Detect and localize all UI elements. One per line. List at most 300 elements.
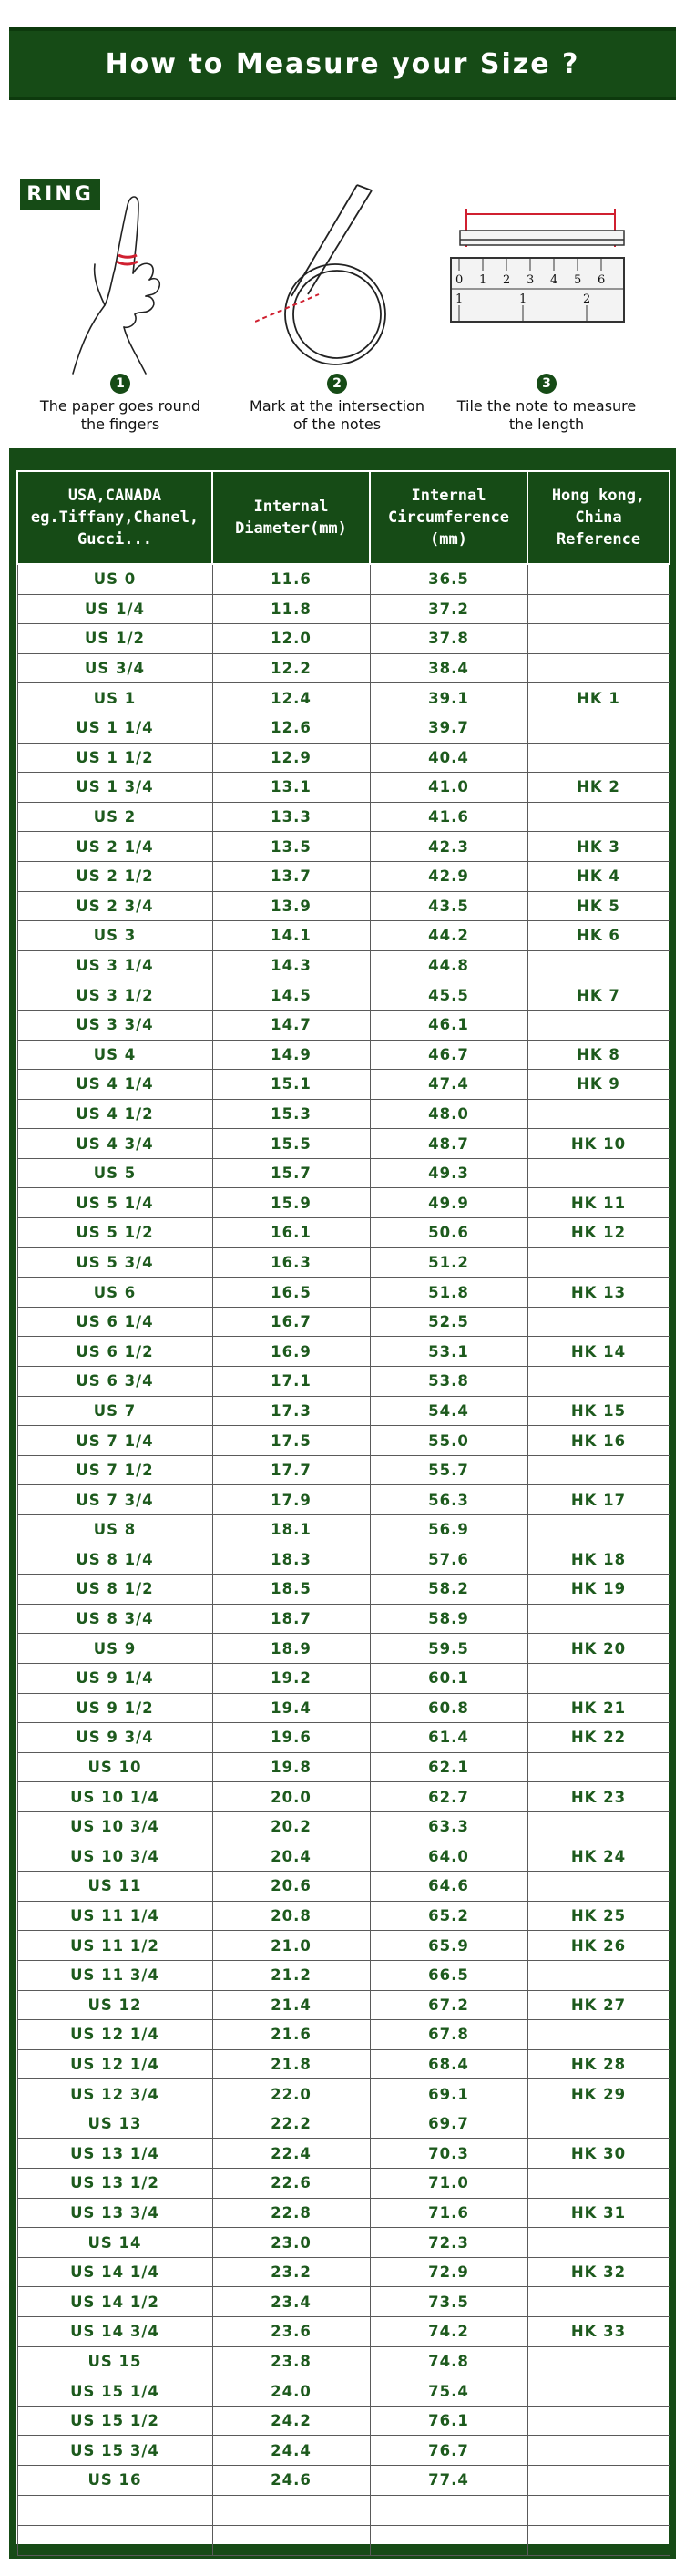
circumference-cell: 48.7 — [370, 1129, 527, 1159]
table-row — [17, 1485, 670, 1515]
svg-text:1: 1 — [519, 292, 527, 306]
us-size-cell: US 8 3/4 — [17, 1604, 212, 1634]
diameter-cell: 20.8 — [212, 1901, 370, 1931]
table-row — [17, 1663, 670, 1693]
us-size-cell: US 10 — [17, 1752, 212, 1782]
circumference-cell: 72.3 — [370, 2228, 527, 2258]
hk-reference-cell — [527, 1960, 670, 1990]
us-size-cell: US 13 — [17, 2109, 212, 2139]
circumference-cell: 37.2 — [370, 594, 527, 624]
hk-reference-cell — [527, 2436, 670, 2466]
header-hk-reference: Hong kong, China Reference — [527, 471, 670, 564]
table-row — [17, 1010, 670, 1040]
table-row — [17, 1455, 670, 1485]
svg-text:2: 2 — [583, 292, 591, 306]
hk-reference-cell: HK 6 — [527, 921, 670, 951]
hk-reference-cell: HK 32 — [527, 2257, 670, 2287]
table-row — [17, 1693, 670, 1723]
circumference-cell: 66.5 — [370, 1960, 527, 1990]
us-size-cell: US 10 1/4 — [17, 1782, 212, 1812]
hk-reference-cell — [527, 564, 670, 594]
table-row — [17, 1188, 670, 1218]
step-caption: Mark at the intersection of the notes — [250, 397, 424, 433]
us-size-cell: US 13 1/4 — [17, 2139, 212, 2169]
circumference-cell: 63.3 — [370, 1811, 527, 1842]
circumference-cell: 58.2 — [370, 1575, 527, 1605]
svg-text:4: 4 — [550, 273, 558, 287]
circumference-cell: 43.5 — [370, 891, 527, 921]
title-banner — [9, 27, 676, 100]
hk-reference-cell — [527, 743, 670, 773]
table-row — [17, 2079, 670, 2109]
circumference-cell: 44.8 — [370, 950, 527, 980]
hk-reference-cell — [527, 1367, 670, 1397]
diameter-cell: 15.7 — [212, 1158, 370, 1188]
empty-row — [17, 2525, 670, 2555]
us-size-cell: US 13 1/2 — [17, 2169, 212, 2199]
hk-reference-cell — [527, 950, 670, 980]
diameter-cell: 19.4 — [212, 1693, 370, 1723]
step-number: 2 — [327, 374, 347, 394]
us-size-cell: US 9 1/4 — [17, 1663, 212, 1693]
table-row — [17, 832, 670, 862]
table-row — [17, 773, 670, 803]
diameter-cell: 16.1 — [212, 1218, 370, 1248]
circumference-cell: 45.5 — [370, 980, 527, 1011]
circumference-cell: 74.2 — [370, 2317, 527, 2347]
empty-cell — [370, 2525, 527, 2555]
table-row — [17, 2257, 670, 2287]
table-row — [17, 2466, 670, 2496]
table-row — [17, 2406, 670, 2436]
hk-reference-cell — [527, 713, 670, 743]
us-size-cell: US 9 — [17, 1634, 212, 1664]
diameter-cell: 18.1 — [212, 1515, 370, 1545]
svg-text:1: 1 — [455, 292, 464, 306]
table-row — [17, 1247, 670, 1278]
step-number: 3 — [537, 374, 557, 394]
diameter-cell: 24.6 — [212, 2466, 370, 2496]
diameter-cell: 12.2 — [212, 653, 370, 683]
table-row — [17, 1872, 670, 1902]
us-size-cell: US 8 1/4 — [17, 1545, 212, 1575]
us-size-cell: US 9 3/4 — [17, 1723, 212, 1753]
hand-ring-illustration — [55, 178, 191, 378]
table-row — [17, 2020, 670, 2050]
circumference-cell: 38.4 — [370, 653, 527, 683]
hk-reference-cell — [527, 653, 670, 683]
diameter-cell: 17.1 — [212, 1367, 370, 1397]
us-size-cell: US 10 3/4 — [17, 1842, 212, 1872]
hk-reference-cell: HK 20 — [527, 1634, 670, 1664]
diameter-cell: 13.3 — [212, 802, 370, 832]
diameter-cell: 14.3 — [212, 950, 370, 980]
circumference-cell: 77.4 — [370, 2466, 527, 2496]
table-row — [17, 1278, 670, 1308]
us-size-cell: US 15 3/4 — [17, 2436, 212, 2466]
size-table — [16, 470, 670, 2556]
circumference-cell: 53.8 — [370, 1367, 527, 1397]
diameter-cell: 13.5 — [212, 832, 370, 862]
diameter-cell: 16.3 — [212, 1247, 370, 1278]
diameter-cell: 18.3 — [212, 1545, 370, 1575]
hk-reference-cell: HK 26 — [527, 1931, 670, 1961]
svg-text:6: 6 — [598, 273, 606, 287]
circumference-cell: 50.6 — [370, 1218, 527, 1248]
table-row — [17, 1426, 670, 1456]
us-size-cell: US 2 1/2 — [17, 861, 212, 891]
table-row — [17, 1811, 670, 1842]
hk-reference-cell: HK 9 — [527, 1070, 670, 1100]
header-diameter: Internal Diameter(mm) — [212, 471, 370, 564]
diameter-cell: 21.4 — [212, 1990, 370, 2020]
diameter-cell: 14.7 — [212, 1010, 370, 1040]
us-size-cell: US 4 1/2 — [17, 1099, 212, 1129]
hk-reference-cell: HK 14 — [527, 1337, 670, 1367]
table-row — [17, 1070, 670, 1100]
us-size-cell: US 6 3/4 — [17, 1367, 212, 1397]
empty-cell — [370, 2495, 527, 2525]
table-row — [17, 1307, 670, 1337]
hk-reference-cell: HK 18 — [527, 1545, 670, 1575]
us-size-cell: US 2 1/4 — [17, 832, 212, 862]
table-row — [17, 2169, 670, 2199]
table-row — [17, 1634, 670, 1664]
us-size-cell: US 7 3/4 — [17, 1485, 212, 1515]
table-row — [17, 1575, 670, 1605]
step-2 — [237, 374, 437, 434]
table-row — [17, 564, 670, 594]
us-size-cell: US 12 — [17, 1990, 212, 2020]
svg-text:5: 5 — [574, 273, 582, 287]
table-row — [17, 1604, 670, 1634]
hk-reference-cell: HK 16 — [527, 1426, 670, 1456]
circumference-cell: 61.4 — [370, 1723, 527, 1753]
svg-text:1: 1 — [479, 273, 487, 287]
us-size-cell: US 16 — [17, 2466, 212, 2496]
circumference-cell: 41.6 — [370, 802, 527, 832]
us-size-cell: US 10 3/4 — [17, 1811, 212, 1842]
circumference-cell: 47.4 — [370, 1070, 527, 1100]
diameter-cell: 15.5 — [212, 1129, 370, 1159]
diameter-cell: 21.2 — [212, 1960, 370, 1990]
svg-text:0: 0 — [455, 273, 464, 287]
diameter-cell: 18.5 — [212, 1575, 370, 1605]
table-row — [17, 1842, 670, 1872]
hk-reference-cell: HK 27 — [527, 1990, 670, 2020]
hk-reference-cell: HK 19 — [527, 1575, 670, 1605]
diameter-cell: 11.6 — [212, 564, 370, 594]
diameter-cell: 21.0 — [212, 1931, 370, 1961]
hk-reference-cell — [527, 2287, 670, 2317]
us-size-cell: US 14 3/4 — [17, 2317, 212, 2347]
circumference-cell: 53.1 — [370, 1337, 527, 1367]
empty-cell — [212, 2525, 370, 2555]
hk-reference-cell — [527, 1811, 670, 1842]
table-row — [17, 1396, 670, 1426]
table-row — [17, 2436, 670, 2466]
us-size-cell: US 14 — [17, 2228, 212, 2258]
hk-reference-cell: HK 17 — [527, 1485, 670, 1515]
hk-reference-cell — [527, 2109, 670, 2139]
circumference-cell: 74.8 — [370, 2346, 527, 2376]
hk-reference-cell: HK 2 — [527, 773, 670, 803]
table-row — [17, 861, 670, 891]
diameter-cell: 22.6 — [212, 2169, 370, 2199]
us-size-cell: US 15 1/2 — [17, 2406, 212, 2436]
us-size-cell: US 4 — [17, 1040, 212, 1070]
table-row — [17, 891, 670, 921]
circumference-cell: 49.9 — [370, 1188, 527, 1218]
circumference-cell: 60.8 — [370, 1693, 527, 1723]
us-size-cell: US 11 — [17, 1872, 212, 1902]
table-row — [17, 1990, 670, 2020]
table-row — [17, 683, 670, 713]
diameter-cell: 23.6 — [212, 2317, 370, 2347]
circumference-cell: 62.1 — [370, 1752, 527, 1782]
circumference-cell: 64.0 — [370, 1842, 527, 1872]
hk-reference-cell: HK 11 — [527, 1188, 670, 1218]
circumference-cell: 65.2 — [370, 1901, 527, 1931]
hk-reference-cell — [527, 1307, 670, 1337]
table-row — [17, 2109, 670, 2139]
hk-reference-cell: HK 1 — [527, 683, 670, 713]
us-size-cell: US 2 3/4 — [17, 891, 212, 921]
circumference-cell: 58.9 — [370, 1604, 527, 1634]
table-row — [17, 1545, 670, 1575]
us-size-cell: US 4 1/4 — [17, 1070, 212, 1100]
diameter-cell: 23.4 — [212, 2287, 370, 2317]
circumference-cell: 65.9 — [370, 1931, 527, 1961]
circumference-cell: 48.0 — [370, 1099, 527, 1129]
us-size-cell: US 6 1/2 — [17, 1337, 212, 1367]
us-size-cell: US 12 1/4 — [17, 2020, 212, 2050]
us-size-cell: US 3 3/4 — [17, 1010, 212, 1040]
diameter-cell: 16.9 — [212, 1337, 370, 1367]
us-size-cell: US 12 1/4 — [17, 2049, 212, 2079]
diameter-cell: 13.9 — [212, 891, 370, 921]
circumference-cell: 71.6 — [370, 2198, 527, 2228]
table-row — [17, 802, 670, 832]
table-row — [17, 2139, 670, 2169]
hk-reference-cell — [527, 1752, 670, 1782]
step-number: 1 — [110, 374, 130, 394]
us-size-cell: US 7 1/2 — [17, 1455, 212, 1485]
us-size-cell: US 1 1/4 — [17, 713, 212, 743]
diameter-cell: 14.5 — [212, 980, 370, 1011]
table-row — [17, 2346, 670, 2376]
table-row — [17, 1960, 670, 1990]
table-row — [17, 1218, 670, 1248]
empty-cell — [527, 2525, 670, 2555]
circumference-cell: 39.7 — [370, 713, 527, 743]
circumference-cell: 39.1 — [370, 683, 527, 713]
circumference-cell: 56.9 — [370, 1515, 527, 1545]
us-size-cell: US 12 3/4 — [17, 2079, 212, 2109]
table-row — [17, 653, 670, 683]
us-size-cell: US 1 1/2 — [17, 743, 212, 773]
hk-reference-cell: HK 15 — [527, 1396, 670, 1426]
us-size-cell: US 8 — [17, 1515, 212, 1545]
hk-reference-cell: HK 22 — [527, 1723, 670, 1753]
us-size-cell: US 1/4 — [17, 594, 212, 624]
table-row — [17, 1129, 670, 1159]
hk-reference-cell — [527, 2346, 670, 2376]
circumference-cell: 44.2 — [370, 921, 527, 951]
hk-reference-cell — [527, 802, 670, 832]
circumference-cell: 69.7 — [370, 2109, 527, 2139]
hk-reference-cell — [527, 2466, 670, 2496]
step-1 — [20, 374, 220, 434]
circumference-cell: 52.5 — [370, 1307, 527, 1337]
circumference-cell: 37.8 — [370, 624, 527, 654]
diameter-cell: 17.5 — [212, 1426, 370, 1456]
us-size-cell: US 13 3/4 — [17, 2198, 212, 2228]
diameter-cell: 24.2 — [212, 2406, 370, 2436]
table-row — [17, 1782, 670, 1812]
table-row — [17, 624, 670, 654]
diameter-cell: 22.2 — [212, 2109, 370, 2139]
circumference-cell: 56.3 — [370, 1485, 527, 1515]
table-row — [17, 2317, 670, 2347]
us-size-cell: US 2 — [17, 802, 212, 832]
hk-reference-cell — [527, 2228, 670, 2258]
hk-reference-cell — [527, 2020, 670, 2050]
diameter-cell: 13.1 — [212, 773, 370, 803]
us-size-cell: US 9 1/2 — [17, 1693, 212, 1723]
us-size-cell: US 11 1/4 — [17, 1901, 212, 1931]
hk-reference-cell: HK 3 — [527, 832, 670, 862]
diameter-cell: 18.7 — [212, 1604, 370, 1634]
table-row — [17, 713, 670, 743]
hk-reference-cell: HK 31 — [527, 2198, 670, 2228]
diameter-cell: 18.9 — [212, 1634, 370, 1664]
hk-reference-cell — [527, 624, 670, 654]
diameter-cell: 21.8 — [212, 2049, 370, 2079]
us-size-cell: US 3/4 — [17, 653, 212, 683]
diameter-cell: 15.3 — [212, 1099, 370, 1129]
us-size-cell: US 6 — [17, 1278, 212, 1308]
diameter-cell: 17.7 — [212, 1455, 370, 1485]
diameter-cell: 19.8 — [212, 1752, 370, 1782]
hk-reference-cell: HK 30 — [527, 2139, 670, 2169]
table-row — [17, 2049, 670, 2079]
hk-reference-cell: HK 8 — [527, 1040, 670, 1070]
hk-reference-cell: HK 24 — [527, 1842, 670, 1872]
hk-reference-cell — [527, 2406, 670, 2436]
circumference-cell: 49.3 — [370, 1158, 527, 1188]
hk-reference-cell: HK 25 — [527, 1901, 670, 1931]
us-size-cell: US 3 1/2 — [17, 980, 212, 1011]
us-size-cell: US 5 — [17, 1158, 212, 1188]
table-row — [17, 1158, 670, 1188]
ruler-illustration — [446, 178, 629, 378]
us-size-cell: US 8 1/2 — [17, 1575, 212, 1605]
us-size-cell: US 1 — [17, 683, 212, 713]
ring-section-label: RING — [20, 179, 100, 210]
diameter-cell: 15.9 — [212, 1188, 370, 1218]
table-row — [17, 1752, 670, 1782]
circumference-cell: 67.2 — [370, 1990, 527, 2020]
diameter-cell: 24.0 — [212, 2376, 370, 2407]
hk-reference-cell — [527, 594, 670, 624]
hk-reference-cell: HK 29 — [527, 2079, 670, 2109]
diameter-cell: 16.5 — [212, 1278, 370, 1308]
us-size-cell: US 5 3/4 — [17, 1247, 212, 1278]
us-size-cell: US 15 1/4 — [17, 2376, 212, 2407]
circumference-cell: 70.3 — [370, 2139, 527, 2169]
page-title: How to Measure your Size ? — [105, 47, 580, 80]
hk-reference-cell — [527, 1455, 670, 1485]
circumference-cell: 55.0 — [370, 1426, 527, 1456]
circumference-cell: 42.3 — [370, 832, 527, 862]
us-size-cell: US 15 — [17, 2346, 212, 2376]
empty-cell — [17, 2495, 212, 2525]
us-size-cell: US 14 1/4 — [17, 2257, 212, 2287]
circumference-cell: 41.0 — [370, 773, 527, 803]
circumference-cell: 72.9 — [370, 2257, 527, 2287]
table-row — [17, 950, 670, 980]
diameter-cell: 23.8 — [212, 2346, 370, 2376]
diameter-cell: 15.1 — [212, 1070, 370, 1100]
diameter-cell: 12.0 — [212, 624, 370, 654]
us-size-cell: US 6 1/4 — [17, 1307, 212, 1337]
table-row — [17, 2228, 670, 2258]
table-row — [17, 1723, 670, 1753]
diameter-cell: 22.4 — [212, 2139, 370, 2169]
circumference-cell: 73.5 — [370, 2287, 527, 2317]
circumference-cell: 40.4 — [370, 743, 527, 773]
us-size-cell: US 5 1/2 — [17, 1218, 212, 1248]
header-circumference: Internal Circumference (mm) — [370, 471, 527, 564]
diameter-cell: 20.0 — [212, 1782, 370, 1812]
table-row — [17, 1931, 670, 1961]
table-row — [17, 980, 670, 1011]
us-size-cell: US 1/2 — [17, 624, 212, 654]
hk-reference-cell — [527, 1872, 670, 1902]
diameter-cell: 23.2 — [212, 2257, 370, 2287]
step-3 — [446, 374, 647, 434]
us-size-cell: US 11 3/4 — [17, 1960, 212, 1990]
circumference-cell: 51.2 — [370, 1247, 527, 1278]
circumference-cell: 55.7 — [370, 1455, 527, 1485]
hk-reference-cell: HK 12 — [527, 1218, 670, 1248]
hk-reference-cell — [527, 1247, 670, 1278]
hk-reference-cell: HK 4 — [527, 861, 670, 891]
diameter-cell: 22.8 — [212, 2198, 370, 2228]
circumference-cell: 60.1 — [370, 1663, 527, 1693]
svg-text:3: 3 — [527, 273, 535, 287]
diameter-cell: 13.7 — [212, 861, 370, 891]
circumference-cell: 71.0 — [370, 2169, 527, 2199]
diameter-cell: 12.4 — [212, 683, 370, 713]
table-row — [17, 1367, 670, 1397]
diameter-cell: 16.7 — [212, 1307, 370, 1337]
circumference-cell: 42.9 — [370, 861, 527, 891]
hk-reference-cell — [527, 1604, 670, 1634]
circumference-cell: 62.7 — [370, 1782, 527, 1812]
diameter-cell: 22.0 — [212, 2079, 370, 2109]
table-row — [17, 1337, 670, 1367]
circumference-cell: 69.1 — [370, 2079, 527, 2109]
table-row — [17, 921, 670, 951]
hk-reference-cell: HK 13 — [527, 1278, 670, 1308]
diameter-cell: 20.2 — [212, 1811, 370, 1842]
hk-reference-cell: HK 21 — [527, 1693, 670, 1723]
table-row — [17, 2287, 670, 2317]
hk-reference-cell — [527, 1158, 670, 1188]
diameter-cell: 23.0 — [212, 2228, 370, 2258]
